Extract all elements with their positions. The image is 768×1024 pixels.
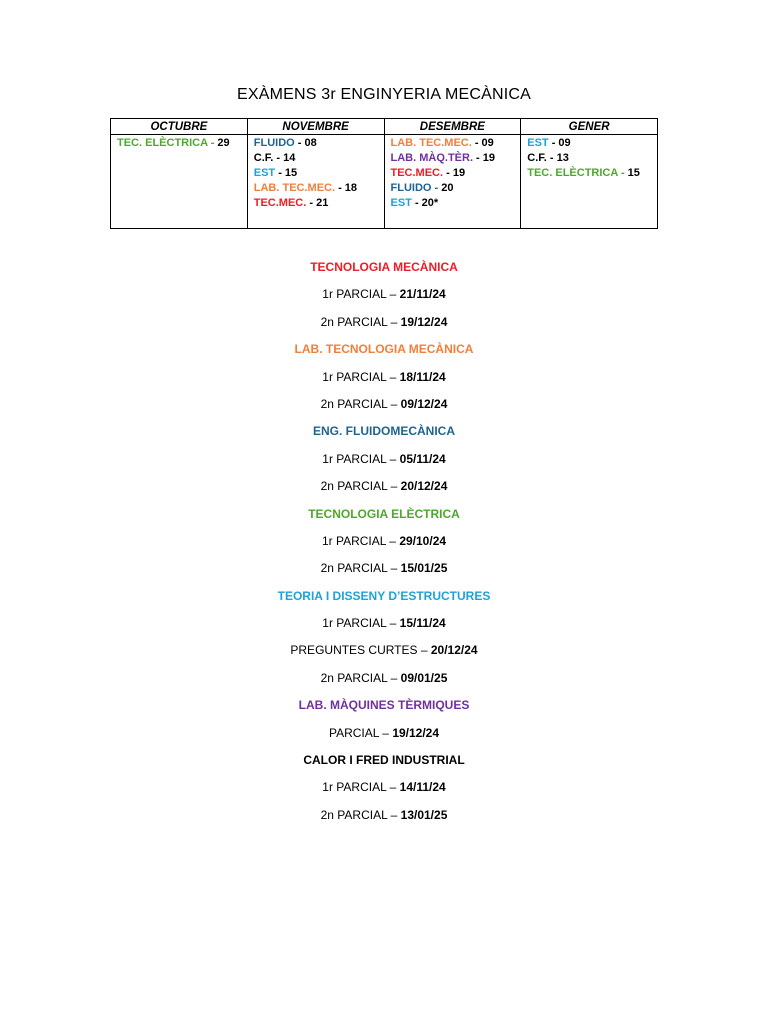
exam-line: [0, 557, 768, 584]
exam-label: PREGUNTES CURTES –: [290, 643, 431, 658]
calendar-entry: [254, 196, 378, 211]
exam-date: 18/11/24: [399, 369, 446, 384]
calendar-entry: [391, 136, 515, 151]
entry-subject: TEC. ELÈCTRICA -: [527, 167, 625, 179]
exam-date: 19/12/24: [400, 314, 448, 329]
entry-day: - 13: [546, 152, 569, 164]
subject-heading: TECNOLOGIA ELÈCTRICA: [308, 506, 460, 521]
calendar-entry: [254, 136, 378, 151]
exam-line: [0, 283, 768, 310]
month-header-octubre: OCTUBRE: [111, 119, 248, 135]
subject-heading: LAB. TECNOLOGIA MECÀNICA: [294, 342, 474, 357]
exam-label: 2n PARCIAL –: [320, 314, 401, 329]
calendar-entry: [117, 136, 241, 151]
exam-date: 29/10/24: [399, 533, 447, 548]
entry-subject: LAB. TEC.MEC.: [390, 137, 472, 149]
entry-subject: EST: [253, 167, 276, 179]
calendar-entry: [254, 181, 378, 196]
exam-line: [0, 311, 768, 338]
calendar-entry: [254, 151, 378, 166]
exam-date: 20/12/24: [400, 479, 448, 494]
month-cell-octubre: [111, 135, 248, 229]
exam-date: 05/11/24: [399, 451, 446, 466]
exam-label: 1r PARCIAL –: [322, 616, 400, 631]
exam-label: 1r PARCIAL –: [321, 533, 400, 548]
entry-day: 29: [214, 137, 230, 149]
entry-subject: TEC.MEC.: [253, 197, 307, 209]
exam-line: [0, 530, 768, 557]
subject-heading: TECNOLOGIA MECÀNICA: [310, 260, 458, 274]
entry-subject: FLUIDO: [253, 137, 295, 149]
exam-date: 09/12/24: [400, 396, 448, 411]
page-title: EXÀMENS 3r ENGINYERIA MECÀNICA: [236, 86, 532, 103]
exam-date: 19/12/24: [392, 725, 440, 740]
exam-label: 2n PARCIAL –: [320, 396, 401, 411]
exam-line: [0, 667, 768, 694]
subject-heading: CALOR I FRED INDUSTRIAL: [303, 753, 465, 768]
exam-label: PARCIAL –: [328, 725, 393, 740]
entry-subject: TEC.MEC.: [390, 167, 444, 179]
calendar-entry: [527, 136, 651, 151]
calendar-entry: [391, 181, 515, 196]
subject-heading: TEORIA I DISSENY D’ESTRUCTURES: [277, 588, 491, 603]
entry-subject: LAB. MÀQ.TÈR.: [390, 152, 473, 164]
entry-day: - 18: [335, 182, 358, 194]
entry-subject: EST: [527, 137, 549, 149]
exam-label: 2n PARCIAL –: [320, 807, 401, 822]
month-cell-desembre: [384, 135, 521, 229]
entry-day: - 09: [471, 137, 494, 149]
exam-calendar-table: [110, 118, 658, 229]
subject-heading: ENG. FLUIDOMECÀNICA: [313, 424, 455, 439]
calendar-entry: [391, 151, 515, 166]
exam-line: [0, 448, 768, 475]
calendar-header-row: [111, 119, 658, 135]
exam-date: 15/11/24: [399, 616, 446, 631]
exam-label: 1r PARCIAL –: [322, 287, 400, 302]
exam-line: [0, 612, 768, 639]
exam-date: 14/11/24: [399, 780, 446, 795]
month-cell-gener: [521, 135, 658, 229]
calendar-entry: [527, 151, 651, 166]
entry-subject: EST: [390, 197, 412, 209]
exam-date: 21/11/24: [399, 287, 446, 302]
entry-subject: TEC. ELÈCTRICA -: [117, 137, 215, 149]
exam-line: [0, 722, 768, 749]
entry-day: - 19: [473, 152, 496, 164]
month-cell-novembre: [247, 135, 384, 229]
exam-label: 1r PARCIAL –: [322, 780, 400, 795]
exam-line: [0, 776, 768, 803]
entry-subject: C.F.: [253, 152, 274, 164]
entry-day: - 19: [443, 167, 466, 179]
exam-label: 2n PARCIAL –: [320, 670, 401, 685]
entry-day: - 21: [306, 197, 329, 209]
exam-date: 13/01/25: [400, 807, 448, 822]
entry-day: 15: [624, 167, 640, 179]
exam-label: 2n PARCIAL –: [320, 479, 401, 494]
subject-heading: LAB. MÀQUINES TÈRMIQUES: [298, 698, 470, 713]
exam-line: [0, 639, 768, 666]
month-header-desembre: DESEMBRE: [384, 119, 521, 135]
calendar-entry: [527, 166, 651, 181]
entry-subject: FLUIDO -: [390, 182, 439, 194]
exam-line: [0, 393, 768, 420]
entry-day: - 08: [294, 137, 317, 149]
month-header-novembre: NOVEMBRE: [247, 119, 384, 135]
exam-line: [0, 804, 768, 831]
entry-day: - 09: [548, 137, 571, 149]
entry-day: - 14: [273, 152, 296, 164]
exam-line: [0, 475, 768, 502]
exam-date: 20/12/24: [430, 643, 478, 658]
calendar-body-row: [111, 135, 658, 229]
exam-label: 2n PARCIAL –: [320, 561, 401, 576]
exam-label: 1r PARCIAL –: [322, 451, 400, 466]
entry-day: - 15: [275, 167, 298, 179]
entry-subject: C.F.: [527, 152, 547, 164]
exam-label: 1r PARCIAL –: [322, 369, 400, 384]
exam-date: 09/01/25: [400, 670, 448, 685]
calendar-entry: [391, 196, 515, 211]
month-header-gener: GENER: [521, 119, 658, 135]
exam-line: [0, 366, 768, 393]
entry-day: 20: [438, 182, 454, 194]
calendar-entry: [254, 166, 378, 181]
subject-list: [0, 256, 768, 831]
entry-day: - 20*: [411, 197, 439, 209]
calendar-entry: [391, 166, 515, 181]
entry-subject: LAB. TEC.MEC.: [253, 182, 336, 194]
exam-date: 15/01/25: [400, 561, 448, 576]
